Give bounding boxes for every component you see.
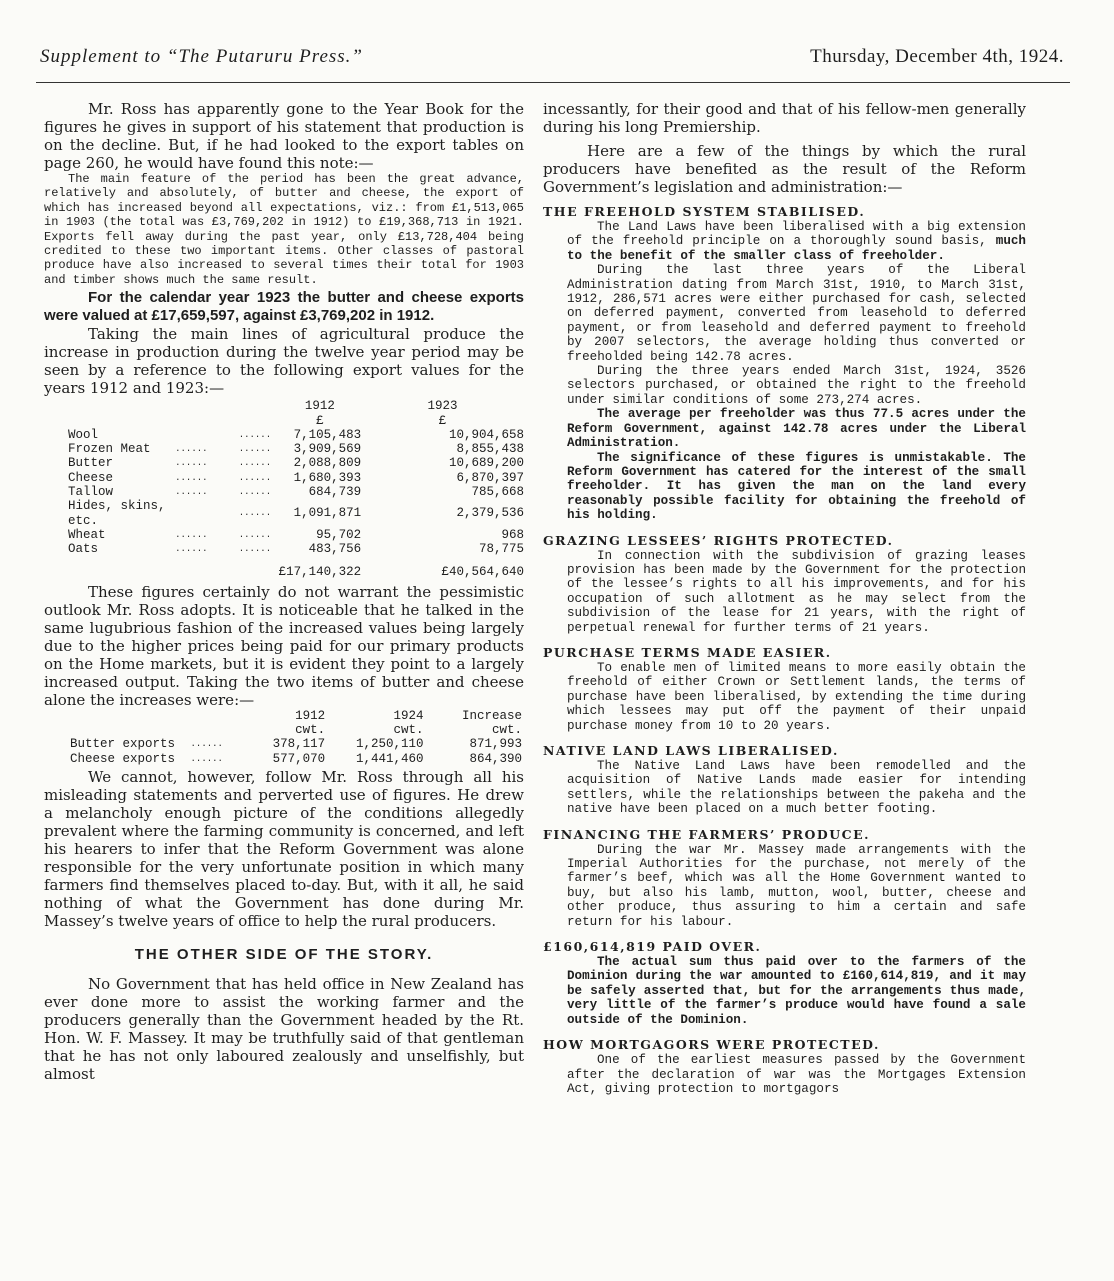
value-1912: 378,117 — [272, 737, 326, 752]
right-column — [543, 100, 1026, 1096]
value-1912: 2,088,809 — [293, 456, 362, 471]
year-header: 1912 — [304, 399, 335, 414]
dot-leader: ...... — [175, 458, 208, 469]
col-header: Increase — [461, 708, 522, 723]
table-row — [68, 528, 524, 542]
row-label: Butter exports — [70, 737, 176, 752]
dot-leader: ...... — [238, 444, 272, 455]
paragraph-bold-text: much to the benefit of the smaller class of freeholder. — [567, 234, 1026, 263]
paragraph-text: During the war Mr. Massey made arrangements with the Imperial Authorities for the purchase, not merely of the farmer’s beef, which was all the Home Government wanted to buy, but also his lamb, mutton, wool, butter, cheese and other produce, thus assuring to him a certain and safe return for his labour. — [567, 842, 1026, 929]
total-1912: £17,140,322 — [278, 564, 362, 579]
dot-leader: ...... — [238, 544, 272, 555]
section-paragraph — [567, 549, 1026, 635]
paragraph-text: During the last three years of the Liberal Administration dating from March 31st, 1910, to March 31st, 1912, 286,571 acres were either purchased for cash, selected on deferred payment, converted from leasehold to deferred payment, or from leasehold and deferred payment to freehold by 2007 selectors, the average holding thus converted or freeholded being 142.78 acres. — [567, 263, 1026, 364]
section-paragraph — [567, 364, 1026, 407]
masthead — [40, 46, 1064, 76]
paragraph-text: One of the earliest measures passed by the Government after the declaration of war was the Mortgages Extension Act, giving protection to mortgagors — [567, 1053, 1026, 1096]
section-heading: £160,614,819 PAID OVER. — [543, 939, 762, 955]
section-paragraph — [567, 661, 1026, 733]
row-label: Tallow — [68, 485, 114, 500]
total-1923: £40,564,640 — [441, 564, 524, 579]
unit-label: cwt. — [393, 723, 424, 738]
section-paragraph — [567, 451, 1026, 523]
value-1912: 1,091,871 — [293, 506, 362, 521]
dot-leader: ...... — [238, 429, 272, 440]
paragraph-misleading: We cannot, however, follow Mr. Ross through all his misleading statements and perverted use of figures. He drew a melancholy enough picture of the conditions allegedly prevalent where the farming community is concerned, and left his hearers to infer that the Reform Government was alone responsible for the very unfortunate position in which many farmers find themselves placed to-day. But, with it all, he said nothing of what the Government has done during Mr. Massey’s twelve years of office to help the rural producers. — [44, 768, 524, 930]
table-row — [68, 442, 524, 456]
section-heading: HOW MORTGAGORS WERE PROTECTED. — [543, 1037, 880, 1053]
row-label: Frozen Meat — [68, 442, 151, 457]
section-paragraph — [567, 955, 1026, 1027]
unit-label: cwt. — [295, 723, 326, 738]
section-heading: NATIVE LAND LAWS LIBERALISED. — [543, 743, 839, 758]
value-1912: 483,756 — [308, 542, 362, 557]
paragraph-text: The Land Laws have been liberalised with a big extension of the freehold principle on a thoroughly sound basis, — [567, 220, 1026, 249]
section-paragraph — [567, 220, 1026, 263]
paragraph-here-are: Here are a few of the things by which the rural producers have benefited as the result of the Reform Government’s legislation and administration:— — [543, 142, 1026, 196]
value-1924: 1,441,460 — [356, 751, 424, 766]
paragraph-bold-text: The average per freeholder was thus 77.5 acres under the Reform Government, against 142.78 acres under the Liberal Administration. — [567, 407, 1026, 451]
value-1923: 10,904,658 — [448, 427, 524, 442]
row-label: Oats — [68, 542, 99, 557]
value-1923: 6,870,397 — [456, 470, 524, 485]
table-row — [68, 471, 524, 485]
paragraph-bold-text: The significance of these figures is unmistakable. The Reform Government has catered for the interest of the small freeholder. It has given the man on the land every reasonably possible facility for obtaining the freehold of his holding. — [567, 450, 1026, 523]
dot-leader: ...... — [238, 529, 272, 540]
paragraph-pessimistic: These figures certainly do not warrant the pessimistic outlook Mr. Ross adopts. It is noticeable that he talked in the same lugubrious fashion of the increased values being largely due to the higher prices being paid for our primary products on the Home markets, but it is evident they point to a largely increased output. Taking the two items of butter and cheese alone the increases were:— — [44, 582, 524, 709]
value-1912: 95,702 — [316, 527, 362, 542]
value-increase: 871,993 — [469, 737, 522, 752]
section-paragraph — [567, 263, 1026, 364]
paragraph-intro: Mr. Ross has apparently gone to the Year Book for the figures he gives in support of his statement that production is on the decline. But, if he had looked to the export tables on page 260, he would have found this note:— — [44, 100, 524, 172]
currency-symbol: £ — [438, 413, 447, 428]
export-values-table — [68, 399, 524, 579]
value-1912: 684,739 — [308, 485, 362, 500]
table-row — [70, 737, 522, 751]
section-heading: PURCHASE TERMS MADE EASIER. — [543, 644, 832, 660]
table-row — [68, 542, 524, 556]
table-row — [68, 428, 524, 442]
year-book-quote: The main feature of the period has been the great advance, relatively and absolutely, of butter and cheese, the export of which has increased beyond all expectations, viz.: from £1,513,065 in 1903 (the total was £3,769,202 in 1912) to £19,368,713 in 1921. Exports fell away during the past year, only £13,728,404 being credited to these two important items. Other classes of pastoral produce have also increased to several times their total for 1903 and timber shows much the same result. — [44, 172, 524, 287]
paragraph-text: In connection with the subdivision of grazing leases provision has been made by the Government for the protection of the lessee’s rights to all his improvements, and for his occupation of such allotment as he may select from the subdivision of the lease for 21 years, with the right of perpetual renewal for further terms of 21 years. — [567, 548, 1026, 635]
table-row — [68, 456, 524, 470]
row-label: Butter — [68, 456, 114, 471]
bold-paragraph: For the calendar year 1923 the butter and cheese exports were valued at £17,659,597, against £3,769,202 in 1912. — [44, 289, 524, 325]
year-header: 1923 — [427, 399, 458, 414]
table-row — [70, 752, 522, 766]
dot-leader — [175, 428, 239, 442]
row-label: Hides, skins, etc. — [68, 499, 166, 528]
unit-label: cwt. — [491, 723, 522, 738]
value-1923: 10,689,200 — [448, 456, 524, 471]
row-label: Wheat — [68, 527, 106, 542]
value-1912: 1,680,393 — [293, 470, 362, 485]
paragraph-no-government: No Government that has held office in New Zealand has ever done more to assist the working farmer and the producers generally than the Government headed by the Rt. Hon. W. F. Massey. It may be truthfully said of that gentleman that he has not only laboured zealously and unselfishly, but almost — [44, 975, 524, 1083]
value-1923: 2,379,536 — [456, 506, 524, 521]
section-paragraph — [567, 407, 1026, 450]
section-paragraph — [567, 1053, 1026, 1096]
value-1923: 8,855,438 — [456, 442, 524, 457]
value-1912: 7,105,483 — [293, 427, 362, 442]
dot-leader: ...... — [175, 544, 208, 555]
value-1924: 1,250,110 — [356, 737, 424, 752]
butter-cheese-table — [70, 709, 522, 766]
section-heading: GRAZING LESSEES’ RIGHTS PROTECTED. — [543, 532, 894, 548]
table-row — [68, 499, 524, 528]
left-column — [44, 100, 524, 1083]
dot-leader: ...... — [238, 472, 272, 483]
publication-name: Supplement to “The Putaruru Press.” — [40, 46, 363, 67]
value-1923: 785,668 — [471, 485, 524, 500]
dot-leader: ...... — [175, 529, 208, 540]
paragraph-text: During the three years ended March 31st, 1924, 3526 selectors purchased, or obtained the right to the freehold under similar conditions of some 273,274 acres. — [567, 364, 1026, 407]
paragraph-main-lines: Taking the main lines of agricultural produce the increase in production during the twelve year period may be seen by a reference to the following export values for the years 1912 and 1923:— — [44, 325, 524, 398]
table-row — [68, 485, 524, 499]
dot-leader: ...... — [238, 458, 272, 469]
dot-leader: ...... — [175, 472, 208, 483]
section-paragraph — [567, 843, 1026, 929]
benefit-sections — [543, 204, 1026, 1096]
value-1912: 577,070 — [272, 751, 326, 766]
dot-leader: ...... — [190, 739, 223, 750]
dot-leader: ...... — [190, 753, 223, 764]
currency-symbol: £ — [316, 413, 324, 428]
dot-leader — [175, 499, 239, 528]
masthead-rule — [36, 82, 1070, 83]
paragraph-text: To enable men of limited means to more easily obtain the freehold of either Crown or Settlement lands, the terms of purchase have been liberalised, by extending the time during which lessees may put off the payment of their unpaid purchase money from 10 to 20 years. — [567, 660, 1026, 733]
value-1923: 968 — [501, 527, 524, 542]
section-heading: FINANCING THE FARMERS’ PRODUCE. — [543, 826, 870, 842]
col-header: 1912 — [295, 708, 326, 723]
row-label: Cheese — [68, 470, 114, 485]
row-label: Wool — [68, 427, 99, 442]
dot-leader: ...... — [175, 487, 208, 498]
dot-leader: ...... — [175, 444, 208, 455]
paragraph-bold-text: The actual sum thus paid over to the farmers of the Dominion during the war amounted to £160,614,819, and it may be safely asserted that, but for the arrangements thus made, very little of the farmer’s produce would have found a sale outside of the Dominion. — [567, 955, 1026, 1027]
dot-leader: ...... — [238, 487, 272, 498]
value-1923: 78,775 — [478, 542, 524, 557]
section-paragraph — [567, 759, 1026, 817]
section-heading: THE FREEHOLD SYSTEM STABILISED. — [543, 204, 866, 219]
issue-date: Thursday, December 4th, 1924. — [810, 46, 1064, 67]
paragraph-continued: incessantly, for their good and that of his fellow-men generally during his long Premiership. — [543, 100, 1026, 136]
paragraph-text: The Native Land Laws have been remodelled and the acquisition of Native Lands made easier for intending settlers, while the relationships between the pakeha and the native have been placed on a much better footing. — [567, 759, 1026, 817]
row-label: Cheese exports — [70, 751, 176, 766]
section-title: THE OTHER SIDE OF THE STORY. — [134, 946, 434, 963]
value-increase: 864,390 — [469, 751, 522, 766]
value-1912: 3,909,569 — [293, 442, 362, 457]
dot-leader: ...... — [238, 508, 272, 519]
col-header: 1924 — [393, 708, 424, 723]
